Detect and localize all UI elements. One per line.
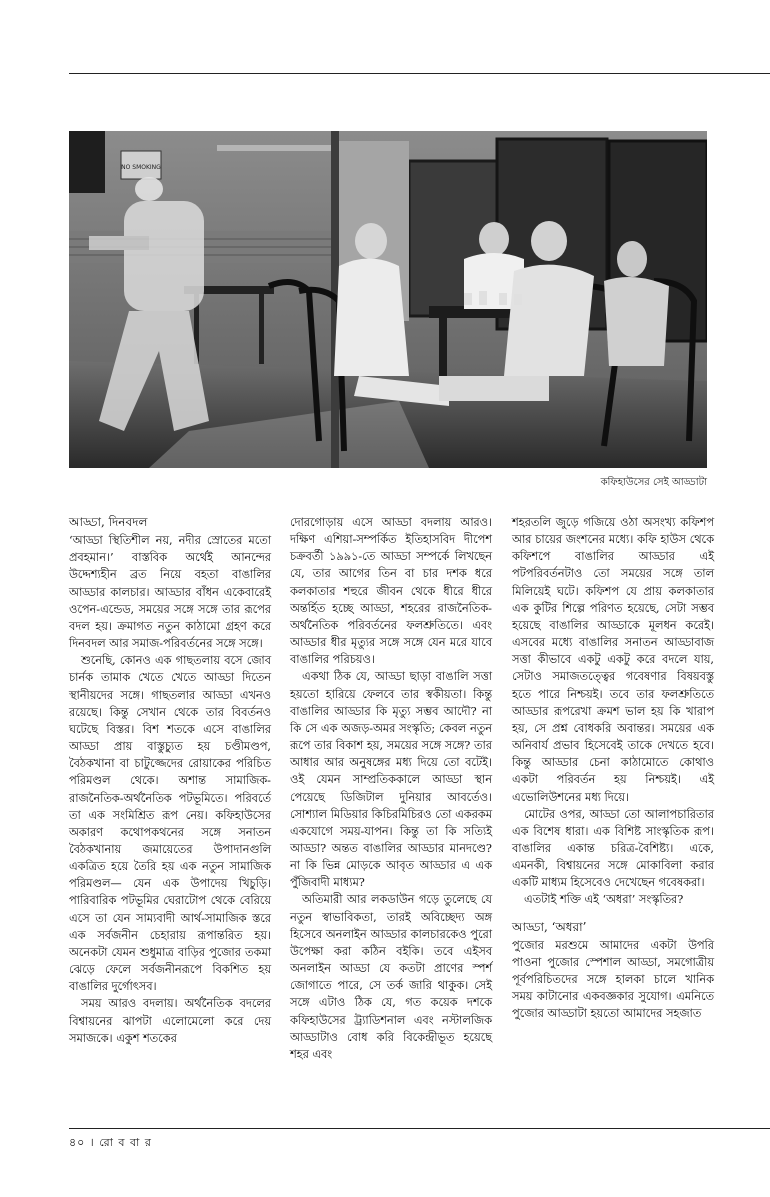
bottom-rule	[69, 1128, 770, 1129]
paragraph: একথা ঠিক যে, আড্ডা ছাড়া বাঙালি সত্তা হয়তো হারিয়ে ফেলবে তার স্বকীয়তা। কিন্তু বাঙালির আড্ডার কি মৃত্যু সম্ভব আদৌ? না কি সে এক অজড়-অমর সংস্কৃতি; কেবল নতুন রূপে তার বিকাশ হয়, সময়ের সঙ্গে সঙ্গে? তার আধার আর অনুষঙ্গের মধ্য দিয়ে তো বটেই। ওই যেমন সাম্প্রতিককালে আড্ডা স্থান পেয়েছে ডিজিটাল দুনিয়ার আবর্তেও। সোশ্যাল মিডিয়ার কিচিরমিচিরও তো একরকম একযোগে সময়-যাপন। কিন্তু তা কি সত্যিই আড্ডা? অন্তত বাঙালির আড্ডার মানদণ্ডে? না কি ভিন্ন মোড়কে আবৃত আড্ডার এ এক পুঁজিবাদী মাধ্যম?	[290, 670, 492, 890]
top-rule	[69, 73, 770, 74]
photo-caption: কফিহাউসের সেই আড্ডাটা	[600, 477, 707, 488]
section-heading: আড্ডা, দিনবদল	[69, 515, 148, 529]
article-column-2	[290, 514, 492, 1063]
page-folio: ৪০ । রো ব বা র	[69, 1136, 152, 1149]
paragraph: শহরতলি জুড়ে গজিয়ে ওঠা অসংখ্য কফিশপ আর চায়ের জংশনের মধ্যে। কফি হাউস থেকে কফিশপে বাঙালির আড্ডার এই পটপরিবর্তনটাও তো সময়ের সঙ্গে তাল মিলিয়েই ঘটে। কফিশপ যে প্রায় কলকাতার এক কুটির শিল্পে পরিণত হয়েছে, সেটা সম্ভব হয়েছে বাঙালির আড্ডাকে মূলধন করেই। এসবের মধ্যে বাঙালির সনাতন আড্ডাবাজ সত্তা কীভাবে একটু একটু করে বদলে যায়, সেটাও সমাজতত্ত্বের গবেষণার বিষয়বস্তু হতে পারে নিশ্চয়ই। তবে তার ফলশ্রুতিতে আড্ডার রূপরেখা ক্রমশ ভাল হয় কি খারাপ হয়, সে প্রশ্ন বোধকরি অবান্তর। সময়ের এক অনিবার্য প্রভাব হিসেবেই তাকে দেখতে হবে। কিন্তু আড্ডার চেনা কাঠামোতে কোথাও একটা পরিবর্তন হয় নিশ্চয়ই। এই এভোলিউশনের মধ্য দিয়ে।	[512, 516, 714, 804]
article-column-3	[512, 514, 714, 1023]
coffee-house-photo	[69, 131, 707, 468]
paragraph: এতটাই শক্তি এই ‘অধরা’ সংস্কৃতির?	[524, 893, 684, 907]
article-column-1	[69, 514, 271, 1047]
paragraph: অতিমারী আর লকডাউন গড়ে তুলেছে যে নতুন স্বাভাবিকতা, তারই অবিচ্ছেদ্য অঙ্গ হিসেবে অনলাইন আড্ডার কালচারকেও পুরো উপেক্ষা করা কঠিন বইকি। তবে এইসব অনলাইন আড্ডা যে কতটা প্রাণের স্পর্শ জোগাতে পারে, সে তর্ক জারি থাকুক। সেই সঙ্গে এটাও ঠিক যে, গত কয়েক দশকে কফিহাউসের ট্র্যাডিশনাল এবং নস্টালজিক আড্ডাটাও বোধ করি বিকেন্দ্রীভূত হয়েছে শহর এবং	[290, 893, 492, 1061]
no-smoking-sign: NO SMOKING	[121, 164, 161, 171]
paragraph: সময় আরও বদলায়। অর্থনৈতিক বদলের বিশ্বায়নের ঝাপটা এলোমেলো করে দেয় সমাজকে। একুশ শতকের	[69, 997, 271, 1045]
paragraph: পুজোর মরশুমে আমাদের একটা উপরি পাওনা পুজোর স্পেশাল আড্ডা, সমগোত্রীয় পূর্বপরিচিতদের সঙ্গে হালকা চালে খানিক সময় কাটানোর একবজ্ঞকার সুযোগ। এমনিতে পুজোর আড্ডাটা হয়তো আমাদের সহজাত	[512, 938, 714, 1021]
paragraph: দোরগোড়ায় এসে আড্ডা বদলায় আরও। দক্ষিণ এশিয়া-সম্পর্কিত ইতিহাসবিদ দীপেশ চক্রবর্তী ১৯৯১-তে আড্ডা সম্পর্কে লিখছেন যে, তার আগের তিন বা চার দশক ধরে কলকাতার শহুরে জীবন থেকে ধীরে ধীরে অন্তর্হিত হচ্ছে আড্ডা, শহরের রাজনৈতিক-অর্থনৈতিক পরিবর্তনের ফলশ্রুতিতে। এবং আড্ডার ধীর মৃত্যুর সঙ্গে সঙ্গে যেন মরে যাবে বাঙালির পরিচয়ও।	[290, 516, 492, 667]
notice-board	[69, 131, 105, 193]
paragraph: মোটের ওপর, আড্ডা তো আলাপচারিতার এক বিশেষ ধারা। এক বিশিষ্ট সাংস্কৃতিক রূপ। বাঙালির একান্ত চরিত্র-বৈশিষ্ট্য। একে, এমনকী, বিশ্বায়নের সঙ্গে মোকাবিলা করার একটি মাধ্যম হিসেবেও দেখেছেন গবেষকরা।	[512, 807, 714, 890]
paragraph: শুনেছি, কোনও এক গাছতলায় বসে জোব চার্নক তামাক খেতে খেতে আড্ডা দিতেন স্থানীয়দের সঙ্গে। গাছতলার আড্ডা এখনও রয়েছে। কিন্তু সেখান থেকে তার বিবর্তনও ঘটেছে বিস্তর। বিশ শতকে এসে বাঙালির আড্ডা প্রায় বাস্তুচ্যুত হয় চণ্ডীমণ্ডপ, বৈঠকখানা বা চাটুজ্জেদের রোয়াকের পরিচিত পরিমণ্ডল থেকে। অশান্ত সামাজিক-রাজনৈতিক-অর্থনৈতিক পটভূমিতে। পরিবর্তে তা এক সংমিশ্রিত রূপ নেয়। কফিহাউসের অকারণ কথোপকথনের সঙ্গে সনাতন বৈঠকখানায় জমায়েতের উপাদানগুলি একত্রিত হয়ে তৈরি হয় এক নতুন সামাজিক পরিমণ্ডল— যেন এক উপাদেয় খিচুড়ি। পারিবারিক পটভূমির ঘেরাটোপ থেকে বেরিয়ে এসে তা যেন সাম্যবাদী আর্থ-সামাজিক স্তরে এক সর্বজনীন চেহারায় রূপান্তরিত হয়। অনেকটা যেমন শুধুমাত্র বাড়ির পুজোর তকমা ঝেড়ে ফেলে সর্বজনীনরূপে বিকশিত হয় বাঙালির দুর্গোৎসব।	[69, 654, 271, 994]
paragraph: ‘আড্ডা স্থিতিশীল নয়, নদীর স্রোতের মতো প্রবহমান।’ বাস্তবিক অর্থেই আনন্দের উদ্দেশ্যহীন ব্রত নিয়ে বহতা বাঙালির আড্ডার কালচার। আড্ডার বাঁধন একেবারেই ওপেন-এন্ডেড, সময়ের সঙ্গে সঙ্গে তার রূপের বদল হয়। ক্রমাগত নতুন কাঠামো গ্রহণ করে দিনবদল আর সমাজ-পরিবর্তনের সঙ্গে সঙ্গে।	[69, 534, 271, 651]
section-heading: আড্ডা, ‘অধরা’	[512, 919, 587, 934]
